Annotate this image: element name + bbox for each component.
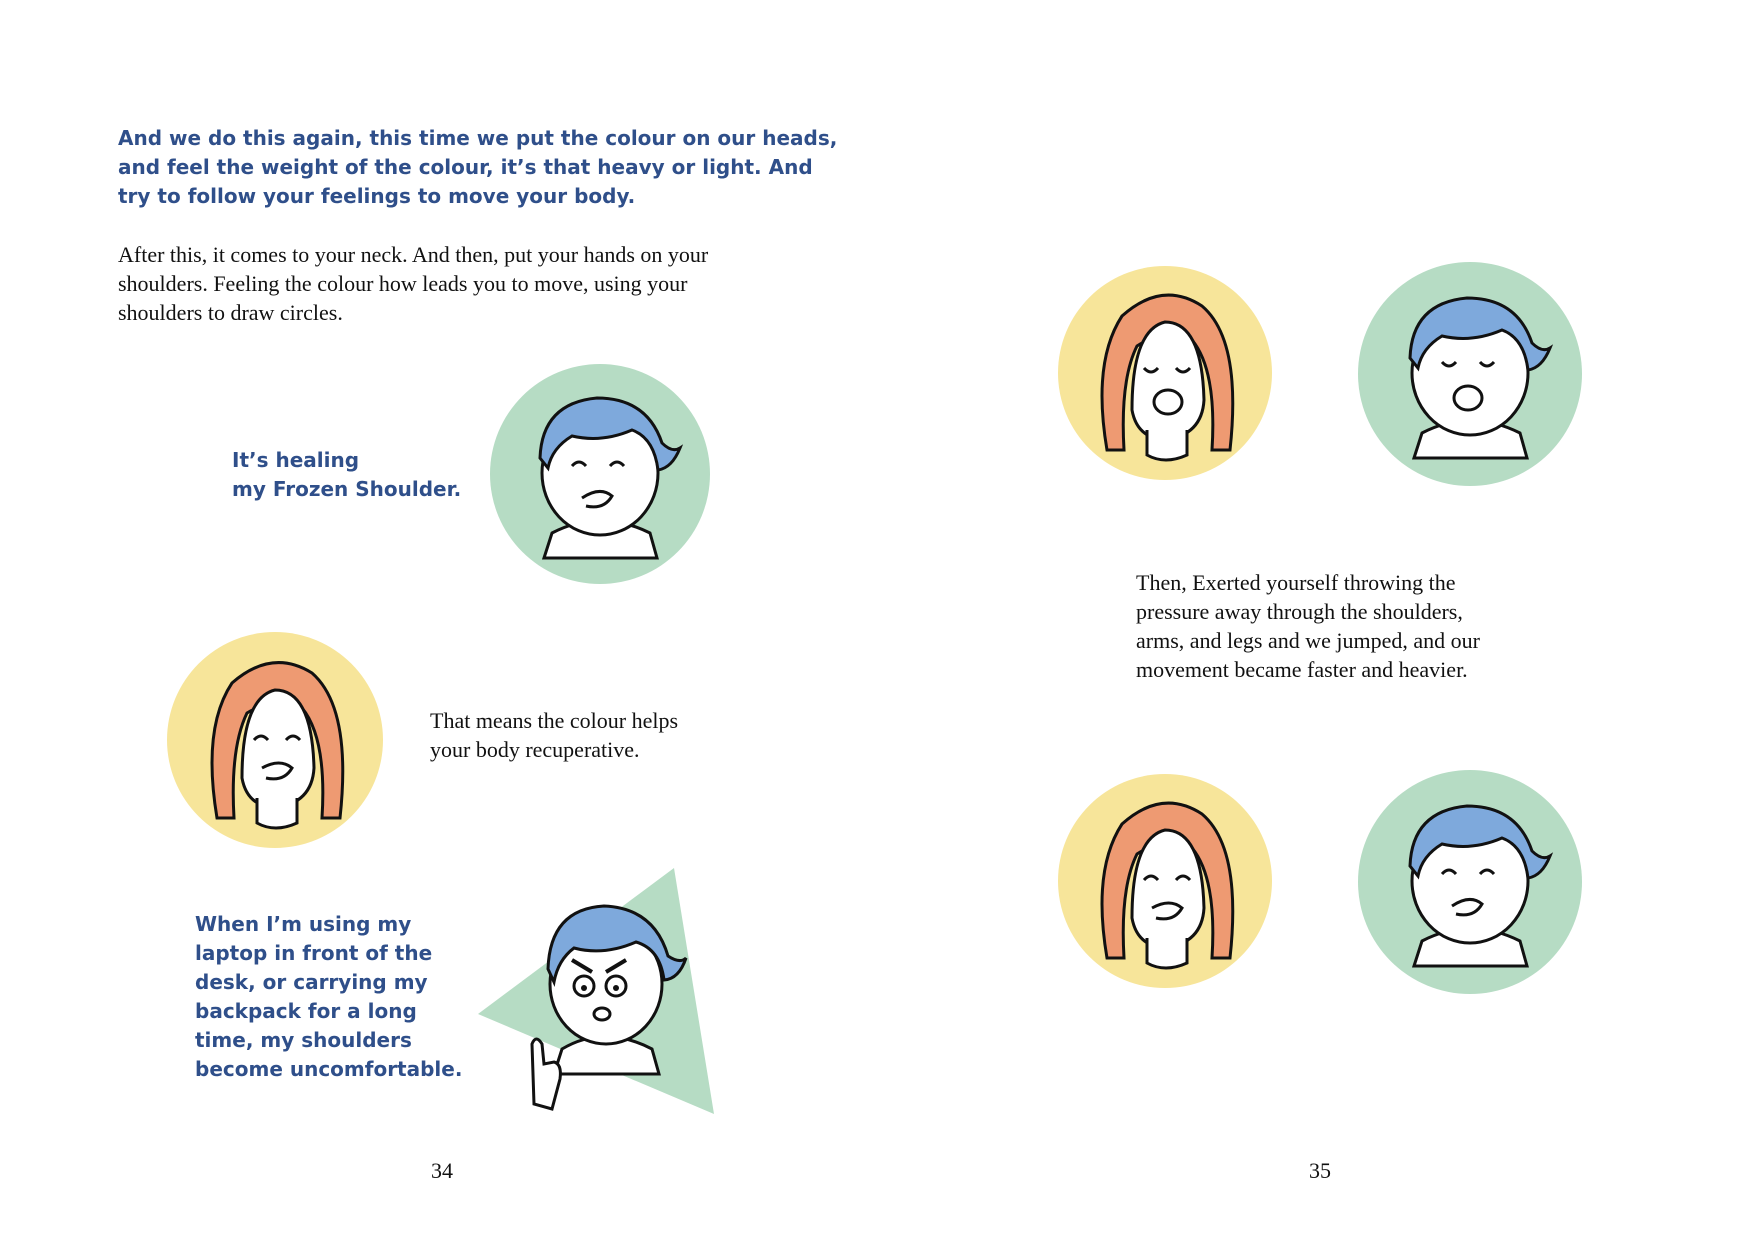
boy-smiling-icon: [482, 358, 718, 590]
boy-eyes-closed-icon: [1352, 258, 1588, 490]
caption-throwing-pressure: Then, Exerted yourself throwing the pressure away through the shoulders, arms, and legs and we jumped, and our movement became faster and heavier.: [1136, 570, 1480, 682]
girl-smiling-icon: [1054, 770, 1276, 992]
boy-pointing-icon: [474, 864, 720, 1114]
girl-smiling-icon: [162, 628, 388, 852]
page-number-right: 35: [1309, 1158, 1331, 1183]
speech-healing: It’s healing my Frozen Shoulder.: [232, 448, 462, 501]
page-number-left: 34: [431, 1158, 453, 1183]
intro-heading: And we do this again, this time we put the colour on our heads, and feel the weight of the colour, it’s that heavy or light. And try to follow your feelings to move your body.: [118, 126, 838, 208]
girl-eyes-closed-icon: [1054, 262, 1276, 484]
boy-smiling-icon: [1352, 766, 1588, 998]
speech-uncomfortable: When I’m using my laptop in front of the desk, or carrying my backpack for a long time, my shoulders become uncomfortable.: [195, 912, 463, 1081]
right-page: [874, 0, 1748, 1240]
intro-body: After this, it comes to your neck. And then, put your hands on your shoulders. Feeling the colour how leads you to move, using your shoulders to draw circles.: [118, 242, 709, 325]
caption-recuperative: That means the colour helps your body recuperative.: [430, 708, 679, 762]
